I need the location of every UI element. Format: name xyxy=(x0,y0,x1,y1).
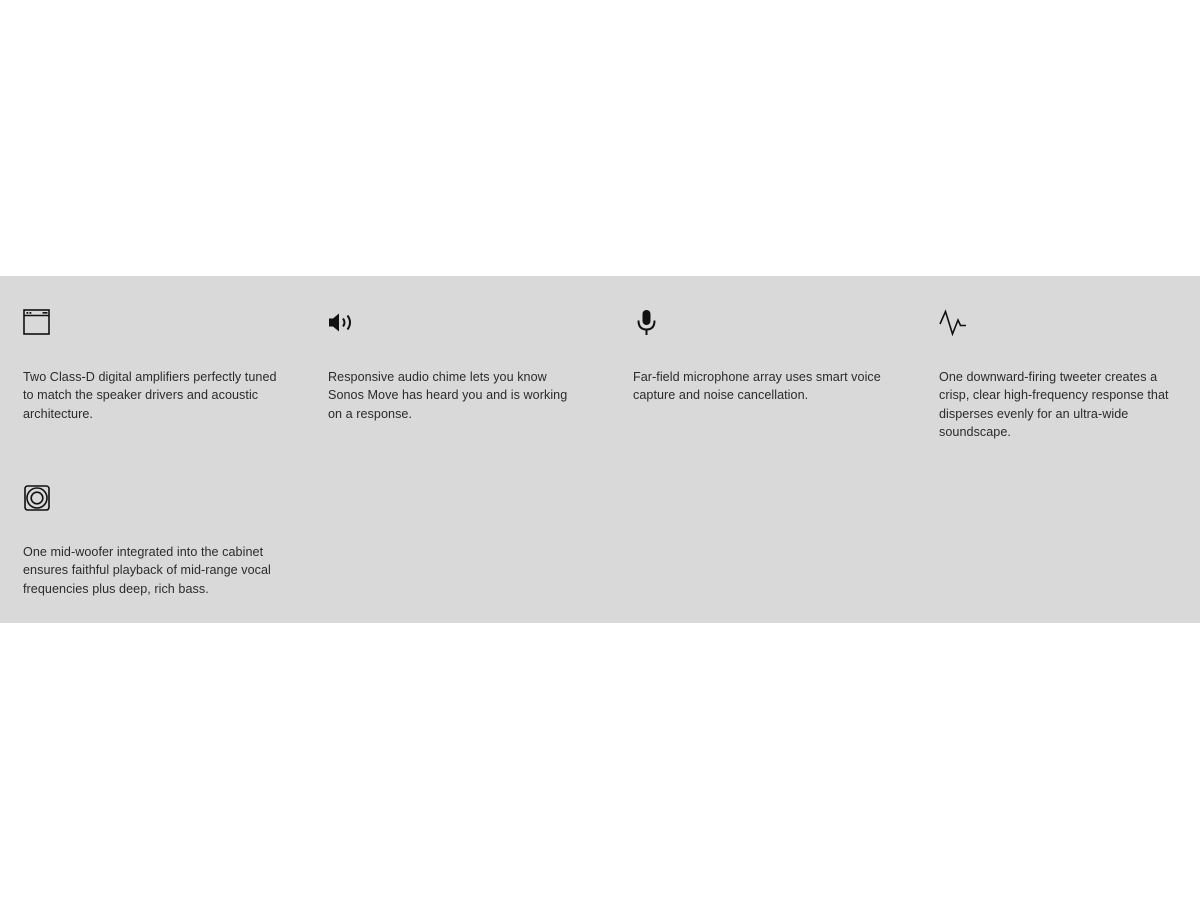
waveform-icon xyxy=(939,309,969,339)
feature-description: One mid-woofer integrated into the cabinet ensures faithful playback of mid-range vocal frequencies plus deep, rich bass. xyxy=(23,545,271,596)
feature-description: Far-field microphone array uses smart voice capture and noise cancellation. xyxy=(633,370,881,403)
features-section xyxy=(0,276,1200,623)
amplifier-icon xyxy=(23,309,53,339)
woofer-icon xyxy=(23,484,53,514)
feature-description: One downward-firing tweeter creates a crisp, clear high-frequency response that disperses evenly for an ultra-wide soundscape. xyxy=(939,370,1169,439)
feature-description: Responsive audio chime lets you know Sonos Move has heard you and is working on a response. xyxy=(328,370,568,421)
microphone-icon xyxy=(633,309,663,339)
speaker-volume-icon xyxy=(328,309,358,339)
feature-description: Two Class-D digital amplifiers perfectly tuned to match the speaker drivers and acoustic architecture. xyxy=(23,370,277,421)
